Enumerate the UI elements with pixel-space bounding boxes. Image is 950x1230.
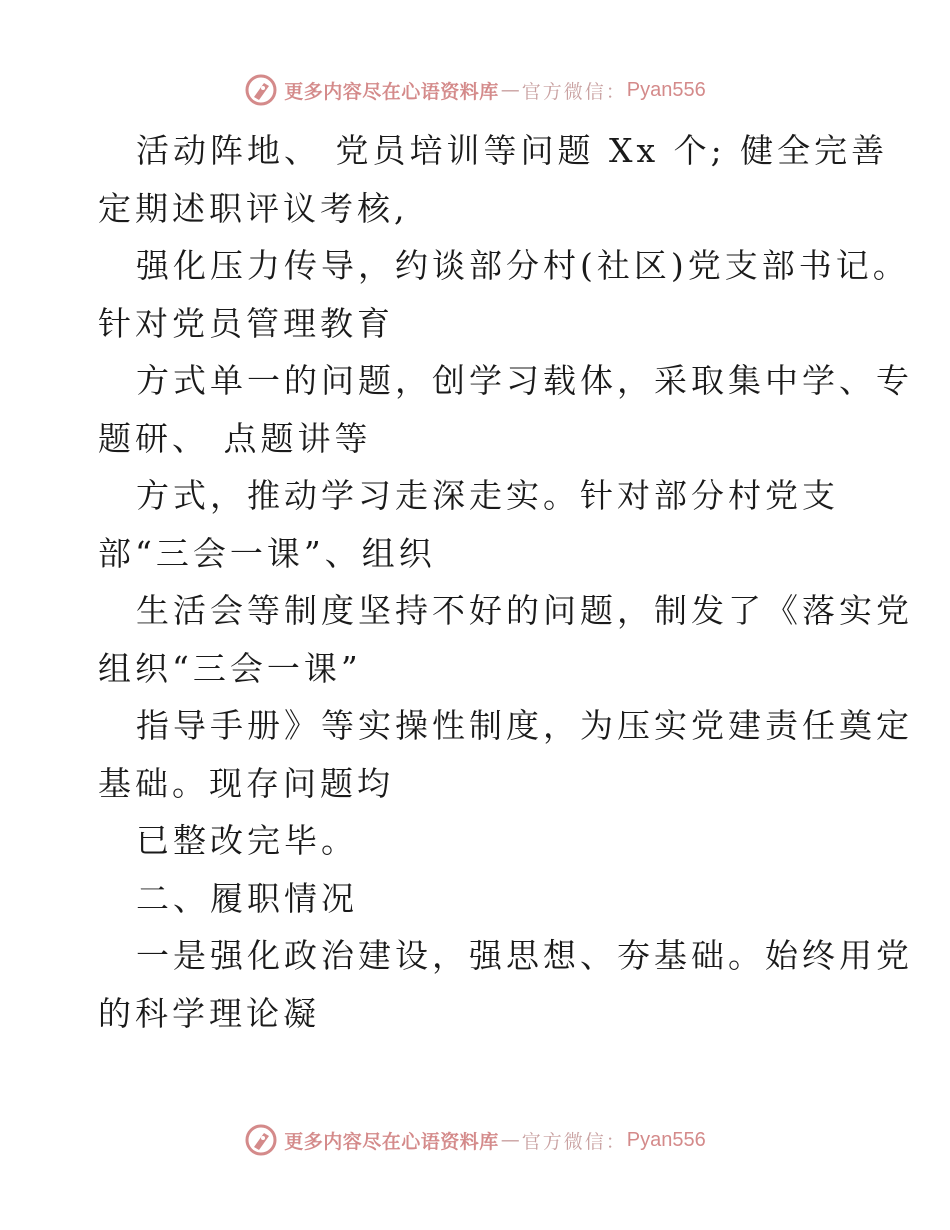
text-line: 题研、 点题讲等: [98, 418, 372, 458]
footer-watermark: [0, 1120, 950, 1160]
text-line: 强化压力传导，约谈部分村(社区)党支部书记。: [136, 246, 910, 285]
text-line: 生活会等制度坚持不好的问题，制发了《落实党: [136, 591, 913, 630]
watermark-dash: —: [500, 1129, 520, 1151]
text-line: 定期述职评议考核,: [98, 188, 409, 228]
text-line: 的科学理论凝: [98, 993, 320, 1033]
text-line: 已整改完毕。: [136, 821, 358, 860]
watermark-text: 更多内容尽在心语资料库: [284, 1130, 499, 1153]
watermark-wechat-label: 官方微信：: [521, 1130, 627, 1153]
text-line: 活动阵地、 党员培训等问题 Xx 个; 健全完善: [136, 131, 889, 170]
document-body: [98, 122, 913, 1042]
text-line: 针对党员管理教育: [98, 303, 394, 343]
text-line: 一是强化政治建设，强思想、夯基础。始终用党: [136, 936, 913, 975]
text-line: 指导手册》等实操性制度，为压实党建责任奠定: [136, 706, 913, 745]
text-line: 方式单一的问题，创学习载体，采取集中学、专: [136, 361, 913, 400]
text-line: 方式，推动学习走深走实。针对部分村党支: [136, 476, 839, 515]
pen-nib-logo-icon: [244, 1123, 278, 1157]
header-watermark: [0, 70, 950, 110]
watermark-wechat-label: 官方微信：: [521, 80, 627, 103]
text-line: 组织“三会一课”: [98, 648, 362, 688]
watermark-text: 更多内容尽在心语资料库: [284, 80, 499, 103]
watermark-wechat-id: Pyan556: [626, 1128, 706, 1151]
watermark-wechat-id: Pyan556: [626, 78, 706, 101]
pen-nib-logo-icon: [244, 73, 278, 107]
text-line: 部“三会一课”、组织: [98, 533, 436, 573]
watermark-dash: —: [500, 79, 520, 101]
text-line: 基础。现存问题均: [98, 763, 394, 803]
section-heading: 二、履职情况: [136, 878, 358, 918]
